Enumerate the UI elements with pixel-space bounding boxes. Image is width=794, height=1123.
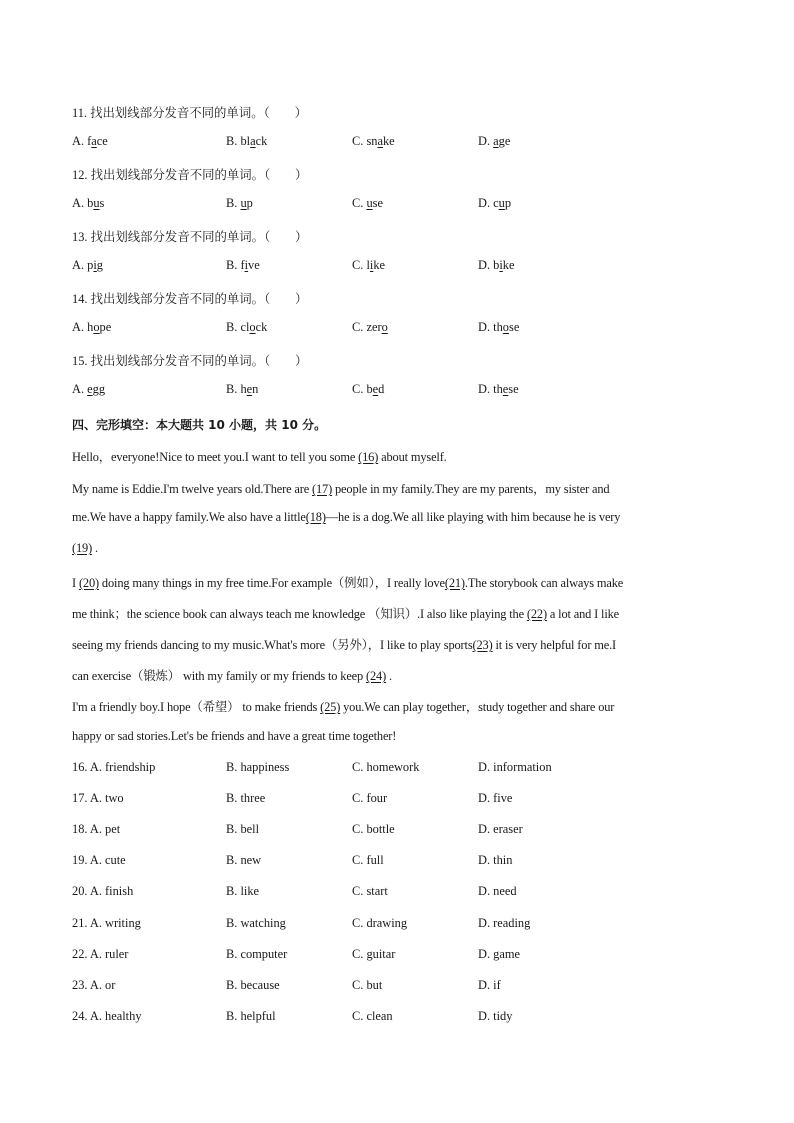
blank-number: (25) bbox=[320, 700, 341, 714]
blank-number: (21) bbox=[444, 576, 465, 590]
option-suffix: ke bbox=[502, 258, 515, 272]
option-suffix: p bbox=[504, 196, 512, 210]
passage-line bbox=[72, 573, 623, 591]
question-stem: 11. 找出划线部分发音不同的单词。（ ） bbox=[72, 106, 307, 120]
option-c[interactable] bbox=[352, 196, 383, 211]
choice-b[interactable]: B. computer bbox=[226, 946, 288, 961]
passage-line bbox=[72, 729, 396, 744]
choice-a[interactable]: 22. A. ruler bbox=[72, 946, 129, 961]
choice-c[interactable]: C. homework bbox=[352, 760, 420, 774]
passage-text: Hello，everyone!Nice to meet you.I want to tell you some bbox=[72, 450, 359, 464]
underlined-letters: u bbox=[93, 196, 100, 210]
question-stem: 12. 找出划线部分发音不同的单词。（ ） bbox=[72, 168, 308, 182]
option-suffix: ck bbox=[255, 320, 268, 334]
blank-number: (17) bbox=[312, 482, 333, 496]
choice-b[interactable]: B. watching bbox=[226, 915, 286, 930]
option-prefix: B. cl bbox=[226, 320, 250, 334]
underlined-letters: i bbox=[244, 258, 249, 272]
passage-text: —he is a dog.We all like playing with him because he is very bbox=[325, 510, 621, 524]
underlined-letters: e bbox=[372, 382, 379, 396]
option-suffix: ge bbox=[498, 134, 511, 148]
passage-text: me.We have a happy family.We also have a little bbox=[72, 510, 306, 524]
passage-text: about myself. bbox=[378, 450, 447, 464]
choice-a[interactable]: 18. A. pet bbox=[72, 822, 121, 837]
underlined-letters: e bbox=[502, 382, 509, 396]
passage-text: My name is Eddie.I'm twelve years old.There are bbox=[72, 482, 313, 496]
option-suffix: gg bbox=[92, 382, 106, 396]
underlined-letters: i bbox=[369, 258, 374, 272]
option-prefix: D. b bbox=[478, 258, 500, 272]
blank-number: (20) bbox=[78, 576, 99, 590]
underlined-letters: a bbox=[91, 134, 97, 148]
passage-text: . bbox=[386, 669, 392, 683]
option-a[interactable] bbox=[72, 320, 111, 335]
option-d[interactable] bbox=[478, 196, 511, 211]
passage-text: people in my family.They are my parents，my sister and bbox=[332, 482, 610, 496]
blank-number: (23) bbox=[472, 638, 493, 652]
underlined-letters: i bbox=[499, 258, 503, 272]
blank-number: (16) bbox=[358, 450, 379, 464]
option-prefix: D. c bbox=[478, 196, 499, 210]
option-prefix: C. sn bbox=[352, 134, 378, 148]
option-d[interactable] bbox=[478, 320, 519, 335]
option-prefix: A. h bbox=[72, 320, 94, 334]
choice-c[interactable]: C. but bbox=[352, 977, 383, 992]
option-c[interactable] bbox=[352, 134, 395, 149]
choice-b[interactable]: B. like bbox=[226, 884, 260, 899]
passage-text: happy or sad stories.Let's be friends and have a great time together! bbox=[72, 729, 397, 743]
option-a[interactable] bbox=[72, 258, 103, 273]
underlined-letters: a bbox=[493, 134, 499, 148]
choice-d[interactable]: D. if bbox=[478, 977, 501, 992]
option-c[interactable] bbox=[352, 258, 385, 273]
choice-d[interactable]: D. need bbox=[478, 884, 517, 899]
question-stem: 13. 找出划线部分发音不同的单词。（ ） bbox=[72, 230, 308, 244]
option-c[interactable] bbox=[352, 382, 384, 397]
choice-a[interactable]: 20. A. finish bbox=[72, 884, 134, 899]
option-d[interactable] bbox=[478, 382, 519, 397]
option-b[interactable] bbox=[226, 382, 258, 397]
option-b[interactable] bbox=[226, 134, 267, 149]
choice-c[interactable]: C. guitar bbox=[352, 946, 396, 961]
underlined-letters: o bbox=[381, 320, 388, 334]
option-c[interactable] bbox=[352, 320, 388, 335]
option-prefix: B. bbox=[226, 196, 241, 210]
option-b[interactable] bbox=[226, 320, 267, 335]
choice-c[interactable]: C. start bbox=[352, 884, 388, 899]
option-suffix: ce bbox=[96, 134, 108, 148]
underlined-letters: u bbox=[240, 196, 247, 210]
choice-d[interactable]: D. eraser bbox=[478, 822, 523, 837]
choice-d[interactable]: D. reading bbox=[478, 915, 531, 930]
option-suffix: n bbox=[252, 382, 259, 396]
option-prefix: D. th bbox=[478, 382, 503, 396]
option-suffix: ke bbox=[382, 134, 395, 148]
choice-a[interactable]: 23. A. or bbox=[72, 977, 116, 992]
option-b[interactable] bbox=[226, 196, 253, 211]
passage-text: I'm a friendly boy.I hope（希望） to make friends bbox=[72, 700, 321, 714]
choice-a[interactable]: 19. A. cute bbox=[72, 853, 126, 868]
choice-c[interactable]: C. drawing bbox=[352, 915, 408, 930]
blank-number: (18) bbox=[305, 510, 326, 524]
passage-line bbox=[72, 666, 392, 684]
passage-line bbox=[72, 697, 614, 715]
option-d[interactable] bbox=[478, 258, 515, 273]
option-prefix: A. f bbox=[72, 134, 92, 148]
underlined-letters: u bbox=[366, 196, 373, 210]
choice-a[interactable]: 21. A. writing bbox=[72, 915, 141, 930]
underlined-letters: a bbox=[377, 134, 383, 148]
option-prefix: B. f bbox=[226, 258, 245, 272]
option-b[interactable] bbox=[226, 258, 260, 273]
option-prefix: A. p bbox=[72, 258, 94, 272]
option-suffix: se bbox=[372, 196, 383, 210]
option-prefix: C. l bbox=[352, 258, 370, 272]
option-prefix: C. bbox=[352, 196, 367, 210]
passage-text: can exercise（锻炼） with my family or my friends to keep bbox=[72, 669, 367, 683]
passage-text: .The storybook can always make bbox=[464, 576, 624, 590]
passage-line bbox=[72, 604, 619, 622]
choice-c[interactable]: C. bottle bbox=[352, 822, 395, 837]
choice-d[interactable]: D. game bbox=[478, 946, 520, 961]
option-suffix: se bbox=[509, 320, 520, 334]
choice-a[interactable]: 24. A. healthy bbox=[72, 1008, 142, 1023]
option-prefix: C. b bbox=[352, 382, 373, 396]
option-suffix: ck bbox=[255, 134, 268, 148]
choice-c[interactable]: C. clean bbox=[352, 1008, 393, 1023]
choice-a[interactable]: 17. A. two bbox=[72, 791, 124, 806]
option-prefix: D. bbox=[478, 134, 494, 148]
passage-text: me think；the science book can always teach me knowledge （知识）.I also like playing the bbox=[72, 607, 527, 621]
option-suffix: pe bbox=[99, 320, 112, 334]
passage-text: seeing my friends dancing to my music.What's more（另外），I like to play sports bbox=[72, 638, 473, 652]
option-suffix: se bbox=[508, 382, 519, 396]
choice-c[interactable]: C. four bbox=[352, 791, 388, 806]
option-prefix: B. h bbox=[226, 382, 247, 396]
blank-number: (19) bbox=[72, 541, 93, 555]
underlined-letters: i bbox=[93, 258, 97, 272]
blank-number: (22) bbox=[526, 607, 547, 621]
passage-text: doing many things in my free time.For example（例如），I really love bbox=[98, 576, 445, 590]
choice-d[interactable]: D. tidy bbox=[478, 1008, 513, 1023]
choice-d[interactable]: D. information bbox=[478, 760, 552, 774]
choice-b[interactable]: B. because bbox=[226, 977, 280, 992]
option-a[interactable] bbox=[72, 134, 108, 149]
passage-line bbox=[72, 447, 447, 465]
passage-text: . bbox=[92, 541, 98, 555]
passage-text: it is very helpful for me.I bbox=[492, 638, 617, 652]
passage-line bbox=[72, 635, 616, 653]
choice-c[interactable]: C. full bbox=[352, 853, 384, 868]
choice-b[interactable]: B. new bbox=[226, 853, 262, 868]
choice-b[interactable]: B. happiness bbox=[226, 760, 290, 774]
choice-d[interactable]: D. five bbox=[478, 791, 513, 806]
underlined-letters: a bbox=[250, 134, 256, 148]
passage-line bbox=[72, 479, 609, 497]
option-suffix: ke bbox=[373, 258, 386, 272]
option-suffix: p bbox=[246, 196, 253, 210]
question-stem: 15. 找出划线部分发音不同的单词。（ ） bbox=[72, 354, 308, 368]
underlined-letters: o bbox=[249, 320, 256, 334]
choice-b[interactable]: B. helpful bbox=[226, 1008, 276, 1023]
blank-number: (24) bbox=[366, 669, 387, 683]
choice-b[interactable]: B. three bbox=[226, 791, 266, 806]
underlined-letters: e bbox=[87, 382, 93, 396]
passage-text: you.We can play together，study together and share our bbox=[340, 700, 615, 714]
option-a[interactable] bbox=[72, 382, 105, 397]
passage-line bbox=[72, 510, 620, 525]
choice-d[interactable]: D. thin bbox=[478, 853, 513, 868]
passage-text: I bbox=[72, 576, 79, 590]
option-prefix: B. bl bbox=[226, 134, 251, 148]
section-title: 四、完形填空：本大题共 10 小题，共 10 分。 bbox=[72, 418, 327, 432]
option-suffix: g bbox=[96, 258, 103, 272]
option-suffix: s bbox=[99, 196, 105, 210]
option-prefix: A. bbox=[72, 382, 88, 396]
option-d[interactable] bbox=[478, 134, 510, 149]
option-a[interactable] bbox=[72, 196, 104, 211]
option-prefix: C. zer bbox=[352, 320, 382, 334]
question-stem: 14. 找出划线部分发音不同的单词。（ ） bbox=[72, 292, 308, 306]
choice-b[interactable]: B. bell bbox=[226, 822, 260, 837]
option-prefix: A. b bbox=[72, 196, 94, 210]
passage-text: a lot and I like bbox=[546, 607, 620, 621]
underlined-letters: o bbox=[502, 320, 509, 334]
option-suffix: d bbox=[378, 382, 385, 396]
passage-line bbox=[72, 541, 98, 556]
option-suffix: ve bbox=[248, 258, 260, 272]
choice-a[interactable]: 16. A. friendship bbox=[72, 760, 156, 774]
option-prefix: D. th bbox=[478, 320, 503, 334]
underlined-letters: u bbox=[498, 196, 505, 210]
underlined-letters: e bbox=[246, 382, 253, 396]
underlined-letters: o bbox=[93, 320, 100, 334]
